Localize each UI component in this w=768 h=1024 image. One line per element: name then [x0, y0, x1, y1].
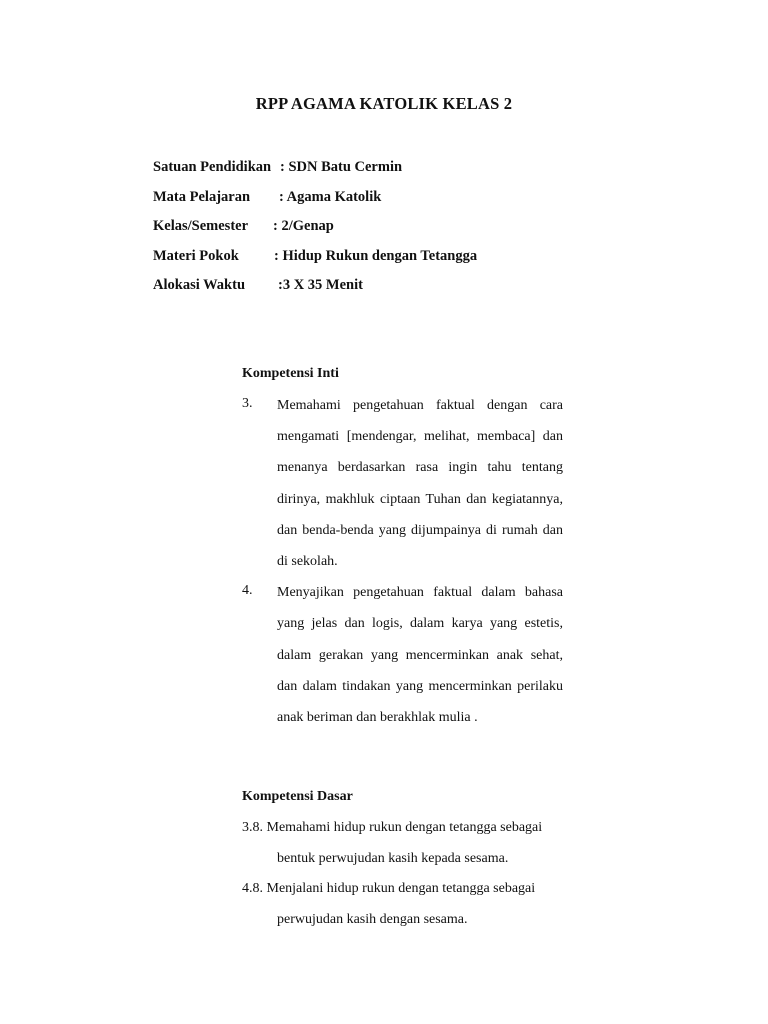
info-row-alokasi-waktu: [153, 275, 363, 305]
info-value: : Hidup Rukun dengan Tetangga: [274, 247, 478, 264]
item-text-continued: perwujudan kasih dengan sesama.: [277, 911, 468, 927]
info-label: Satuan Pendidikan: [153, 159, 272, 175]
list-item: [242, 577, 563, 733]
info-label: Mata Pelajaran: [153, 188, 251, 205]
identity-block: [153, 157, 478, 305]
item-number: 3.: [242, 396, 253, 411]
info-label: Kelas/Semester: [153, 218, 249, 234]
info-value: :3 X 35 Menit: [278, 277, 363, 293]
heading-kompetensi-inti: Kompetensi Inti: [242, 366, 339, 381]
info-label: Alokasi Waktu: [153, 277, 246, 293]
item-text: Memahami pengetahuan faktual dengan cara mengamati [mendengar, melihat, membaca] dan menanya berdasarkan rasa ingin tahu tentang dirinya, makhluk ciptaan Tuhan dan kegiatannya, dan benda-benda yang dijumpainya di rumah dan di sekolah.: [277, 398, 563, 570]
list-item: [242, 813, 572, 874]
item-text: 4.8. Menjalani hidup rukun dengan tetangga sebagai: [242, 881, 536, 896]
info-row-materi-pokok: [153, 246, 478, 276]
item-text-continued: bentuk perwujudan kasih kepada sesama.: [277, 850, 509, 866]
page-title: RPP AGAMA KATOLIK KELAS 2: [255, 94, 513, 113]
info-value: : SDN Batu Cermin: [280, 159, 403, 175]
item-number: 4.: [242, 583, 253, 599]
heading-kompetensi-dasar: Kompetensi Dasar: [242, 789, 353, 804]
info-value: : Agama Katolik: [279, 188, 382, 205]
info-value: : 2/Genap: [273, 218, 334, 234]
info-row-mata-pelajaran: [153, 187, 382, 217]
list-item: [242, 390, 563, 577]
item-text: Menyajikan pengetahuan faktual dalam bahasa yang jelas dan logis, dalam karya yang estetis, dalam gerakan yang mencerminkan anak sehat, dan dalam tindakan yang mencerminkan perilaku anak beriman dan berakhlak mulia .: [277, 585, 563, 726]
info-row-satuan-pendidikan: [153, 157, 403, 187]
list-item: [242, 874, 572, 935]
info-label: Materi Pokok: [153, 247, 239, 264]
info-row-kelas-semester: [153, 216, 334, 246]
kompetensi-inti-list: [242, 390, 563, 733]
item-text: 3.8. Memahami hidup rukun dengan tetangga sebagai: [242, 820, 543, 835]
kompetensi-dasar-list: [242, 813, 572, 935]
